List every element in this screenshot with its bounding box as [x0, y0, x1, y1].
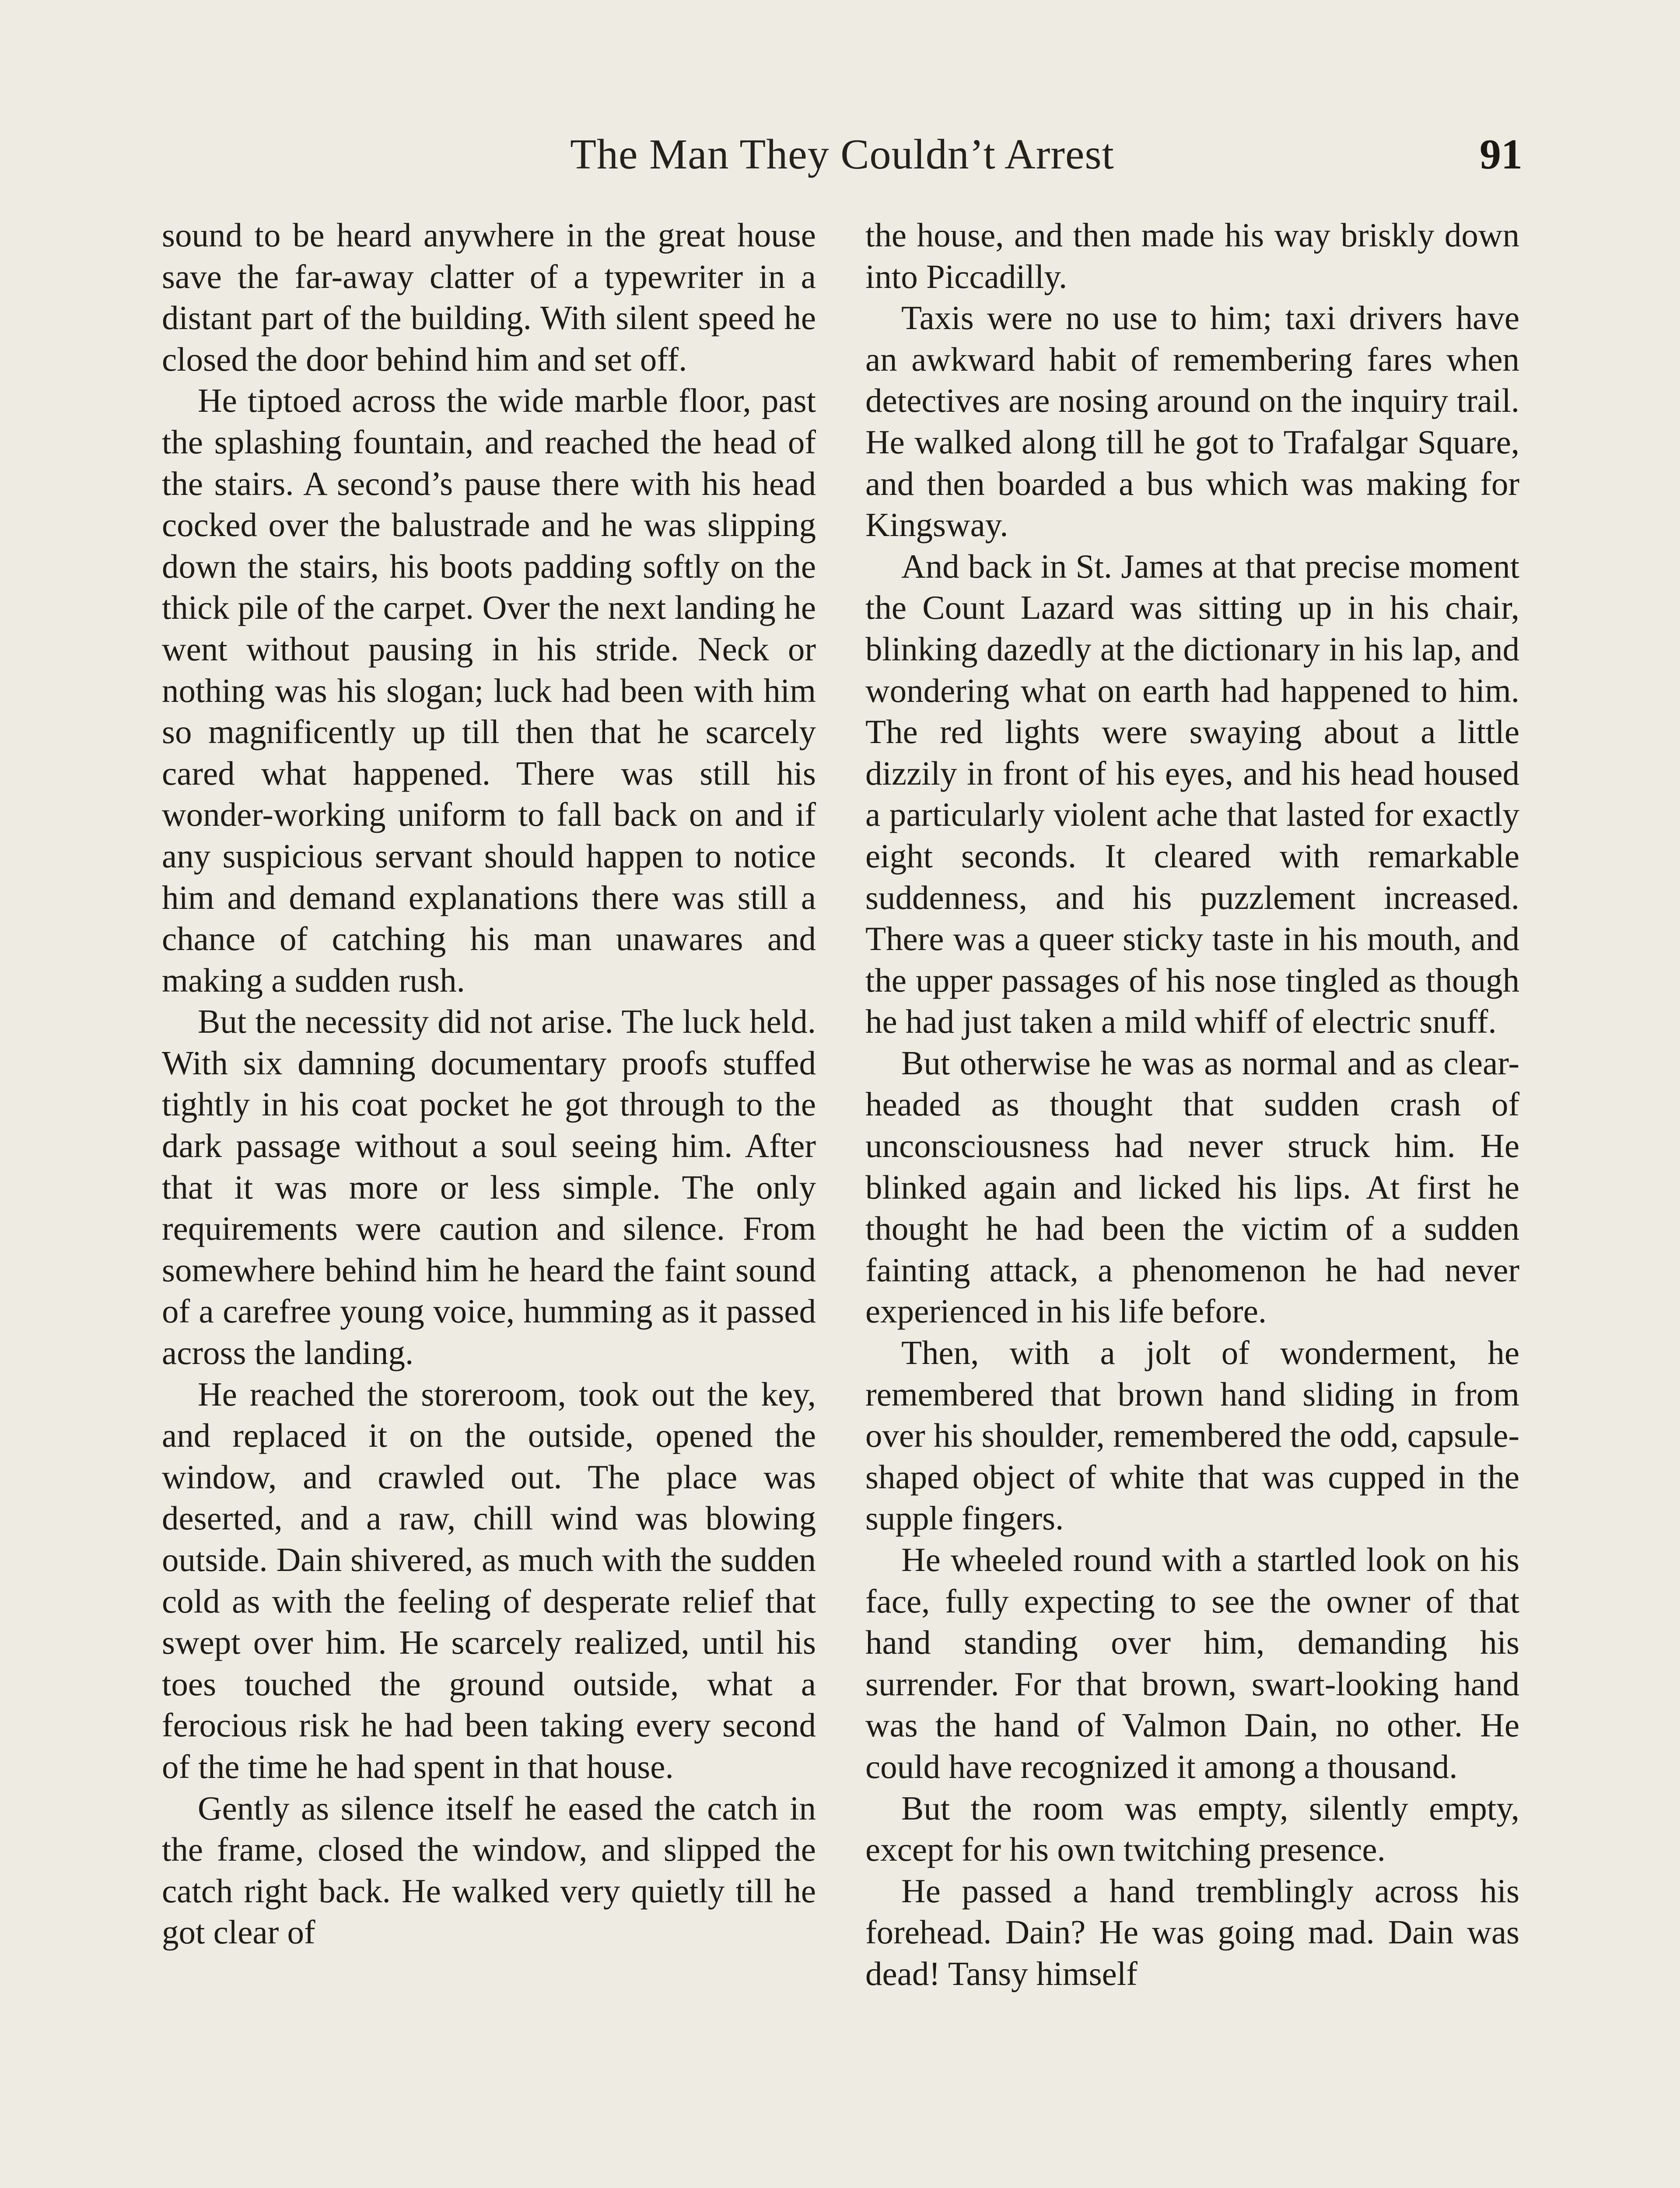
page-number: 91 — [1480, 131, 1522, 178]
paragraph: Then, with a jolt of wonderment, he remembered that brown hand sliding in from over his shoulder, remembered the odd, capsule-shaped object of white that was cupped in the supple fingers. — [865, 1334, 1519, 1537]
paragraph: But otherwise he was as normal and as clear-headed as thought that sudden crash of unconsciousness had never struck him. He blinked again and licked his lips. At first he thought he had been the victim of a sudden fainting attack, a phenomenon he had never experienced in his life before. — [865, 1044, 1519, 1330]
paragraph: sound to be heard anywhere in the great house save the far-away clatter of a typewriter in a distant part of the building. With silent speed he closed the door behind him and set off. — [162, 216, 816, 378]
paragraph: But the necessity did not arise. The luck held. With six damning documentary proofs stuffed tightly in his coat pocket he got through to the dark passage without a soul seeing him. After that it was more or less simple. The only requirements were caution and silence. From somewhere behind him he heard the faint sound of a carefree young voice, humming as it passed across the landing. — [162, 1003, 816, 1372]
page-header — [162, 122, 1522, 187]
left-column — [162, 214, 816, 1953]
paragraph: He wheeled round with a startled look on his face, fully expecting to see the owner of that hand standing over him, demanding his surrender. For that brown, swart-looking hand was the hand of Valmon Dain, no other. He could have recognized it among a thousand. — [865, 1541, 1519, 1785]
paragraph: Taxis were no use to him; taxi drivers have an awkward habit of remembering fares when detectives are nosing around on the inquiry trail. He walked along till he got to Trafalgar Square, and then boarded a bus which was making for Kingsway. — [865, 299, 1519, 544]
paragraph: But the room was empty, silently empty, except for his own twitching presence. — [865, 1789, 1519, 1869]
paragraph: He passed a hand tremblingly across his forehead. Dain? He was going mad. Dain was dead! Tansy himself — [865, 1872, 1519, 1992]
running-title: The Man They Couldn’t Arrest — [570, 131, 1114, 178]
paragraph: He reached the storeroom, took out the key, and replaced it on the outside, opened the window, and crawled out. The place was deserted, and a raw, chill wind was blowing outside. Dain shivered, as much with the sudden cold as with the feeling of desperate relief that swept over him. He scarcely realized, until his toes touched the ground outside, what a ferocious risk he had been taking every second of the time he had spent in that house. — [162, 1375, 816, 1785]
paragraph: And back in St. James at that precise moment the Count Lazard was sitting up in his chair, blinking dazedly at the dictionary in his lap, and wondering what on earth had happened to him. The red lights were swaying about a little dizzily in front of his eyes, and his head housed a particularly violent ache that lasted for exactly eight seconds. It cleared with remarkable suddenness, and his puzzlement increased. There was a queer sticky taste in his mouth, and the upper passages of his nose tingled as though he had just taken a mild whiff of electric snuff. — [865, 547, 1519, 1041]
paragraph: Gently as silence itself he eased the catch in the frame, closed the window, and slipped the catch right back. He walked very quietly till he got clear of — [162, 1789, 816, 1951]
paragraph: the house, and then made his way briskly down into Piccadilly. — [865, 216, 1519, 295]
right-column — [865, 214, 1519, 1995]
paragraph: He tiptoed across the wide marble floor, past the splashing fountain, and reached the head of the stairs. A second’s pause there with his head cocked over the balustrade and he was slipping down the stairs, his boots padding softly on the thick pile of the carpet. Over the next landing he went without pausing in his stride. Neck or nothing was his slogan; luck had been with him so magnificently up till then that he scarcely cared what happened. There was still his wonder-working uniform to fall back on and if any suspicious servant should happen to notice him and demand explanations there was still a chance of catching his man unawares and making a sudden rush. — [162, 382, 816, 999]
